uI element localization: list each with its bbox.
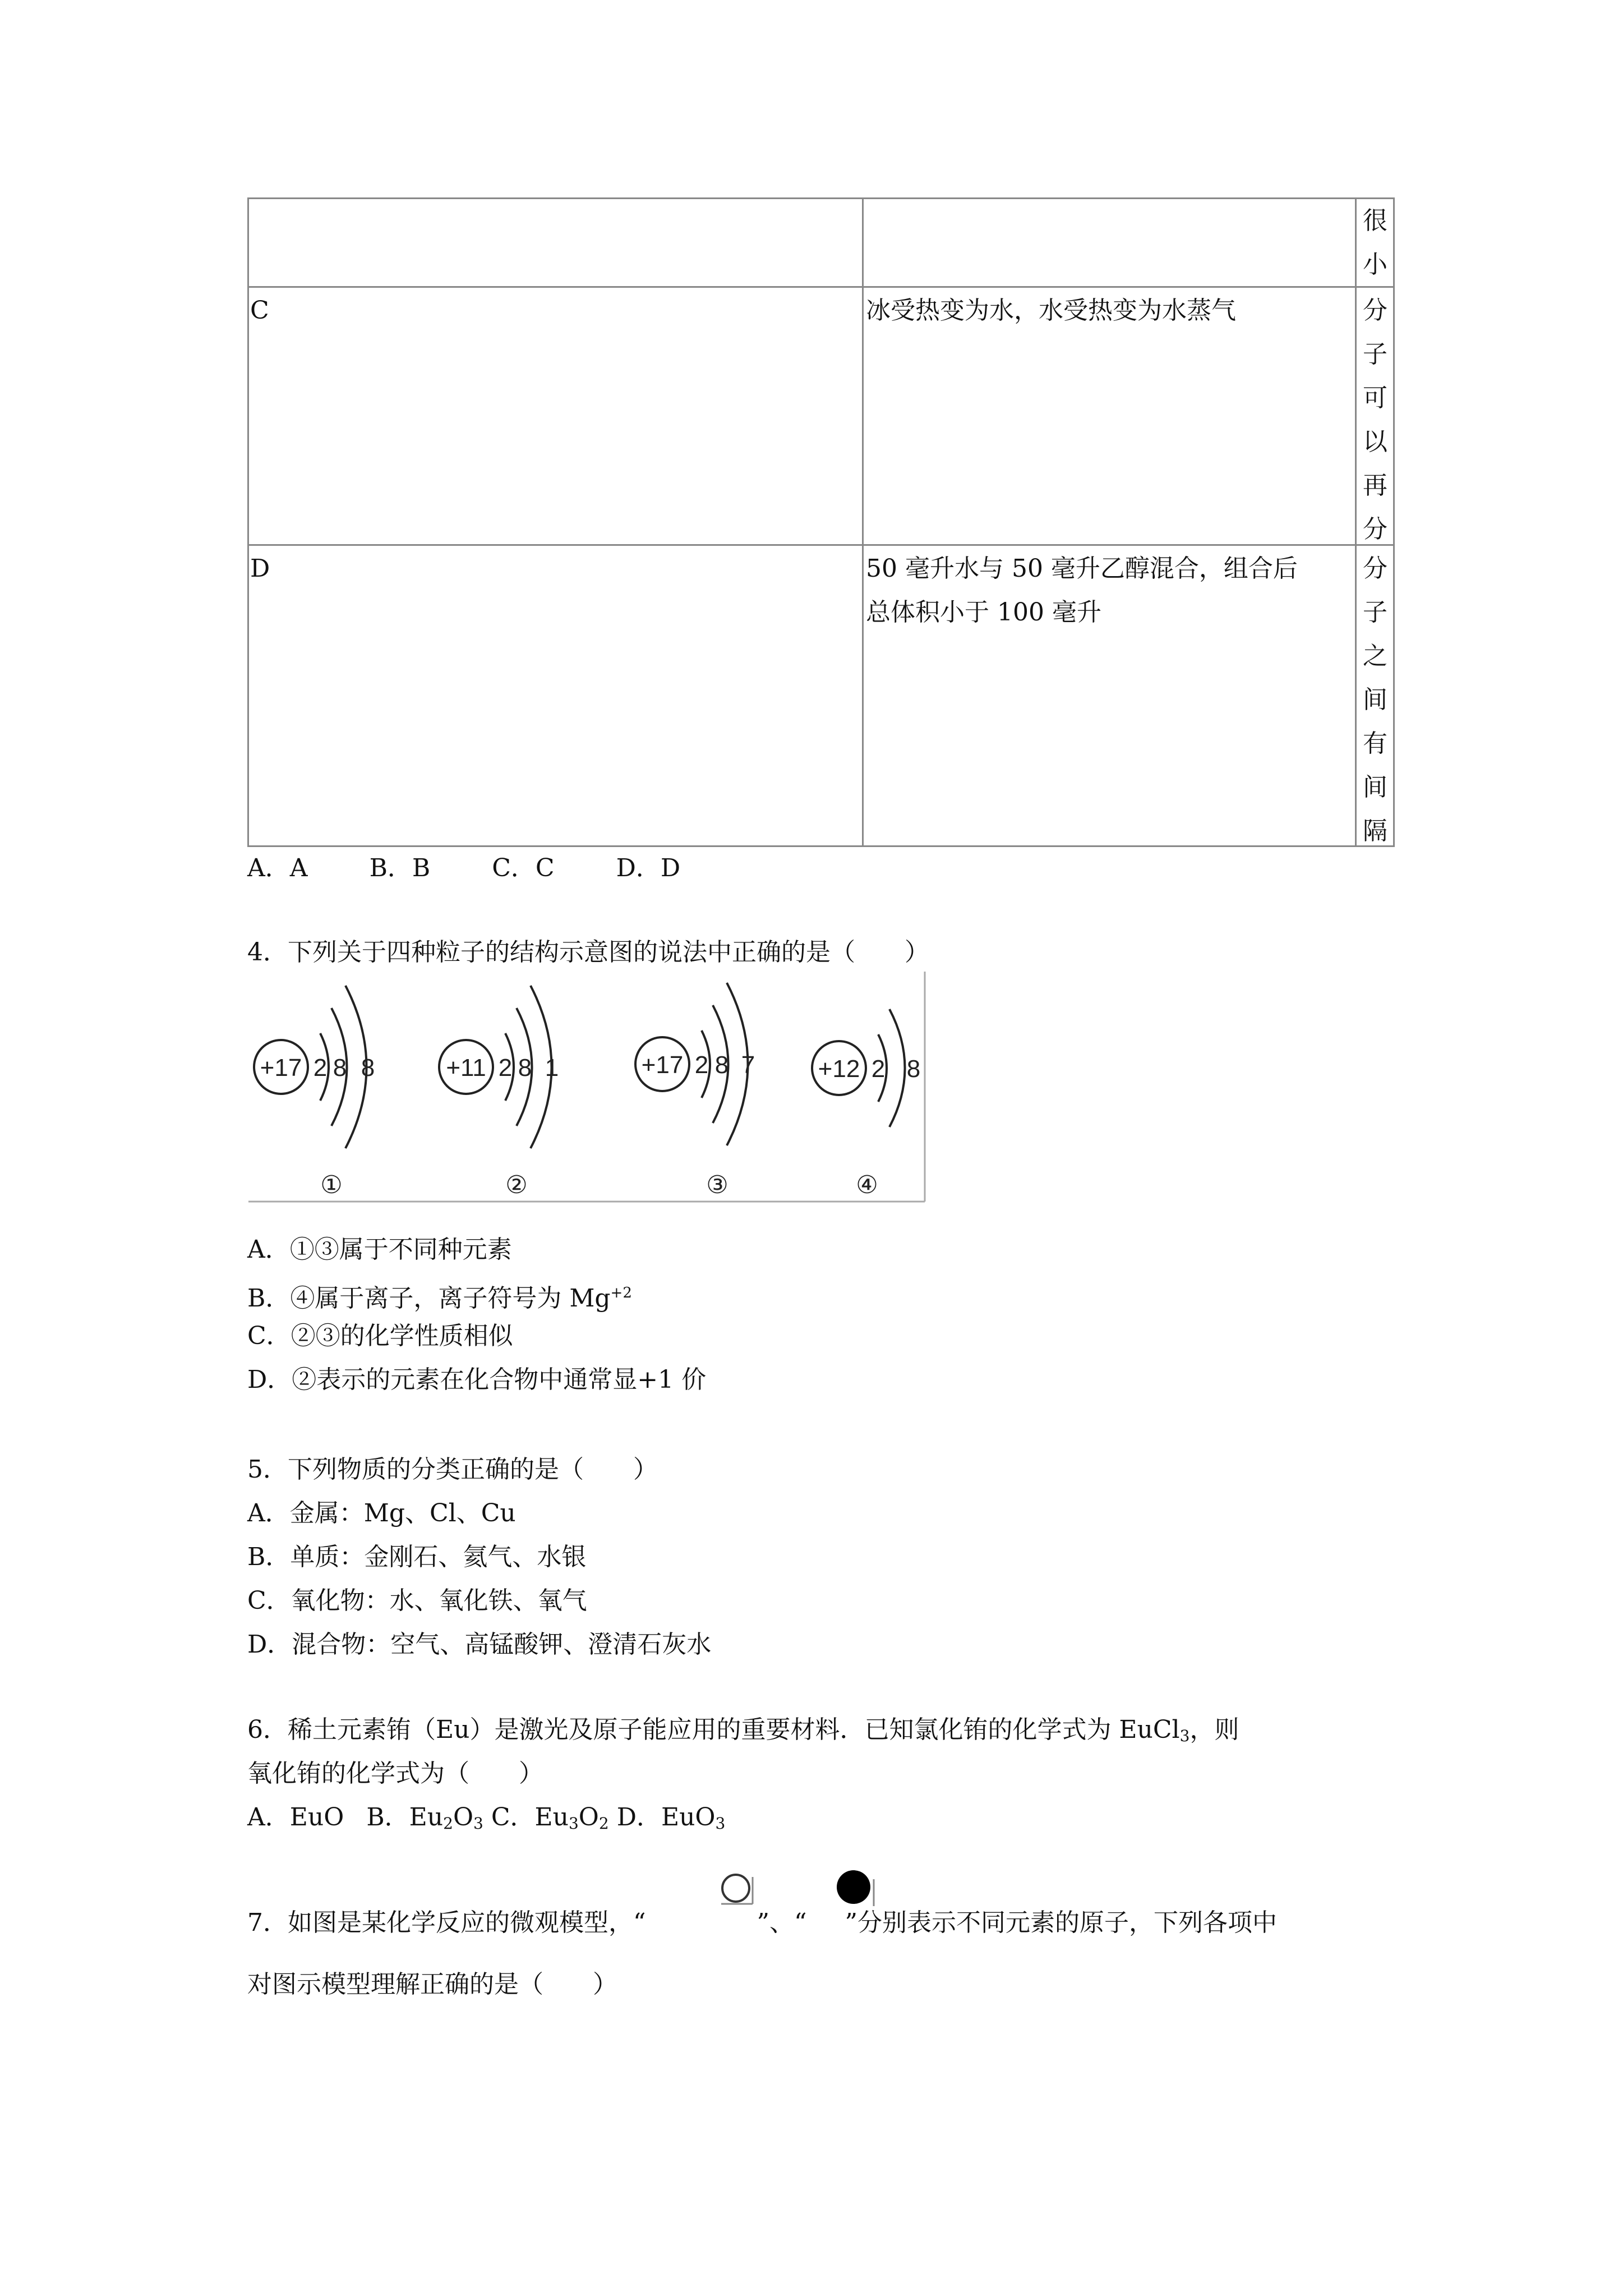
- shell-electron-count: 2: [871, 1055, 886, 1083]
- nucleus-label: +12: [818, 1055, 860, 1083]
- q7-stem-line2: 对图示模型理解正确的是（ ）: [247, 1970, 617, 1999]
- shell-electron-count: 2: [313, 1054, 328, 1082]
- nucleus-label: +17: [641, 1051, 684, 1079]
- nucleus-label: +11: [446, 1054, 486, 1082]
- q4-option-a: A．①③属于不同种元素: [247, 1235, 512, 1264]
- q7-stem-line1: 7．如图是某化学反应的微观模型，“ ”、“ ”分别表示不同元素的原子，下列各项中: [247, 1908, 1277, 1937]
- shell-electron-count: 8: [518, 1054, 532, 1082]
- q6-stem-line1: 6．稀土元素铕（Eu）是激光及原子能应用的重要材料．已知氯化铕的化学式为 EuCl$_3$，则: [247, 1715, 1239, 1745]
- q4-option-b: B．④属于离子，离子符号为 $Mg^{+2}$: [247, 1284, 632, 1313]
- shell-electron-count: 8: [906, 1055, 921, 1083]
- table-row-divider: [249, 544, 1393, 546]
- table-col-divider: [862, 199, 864, 845]
- shell-electron-count: 8: [714, 1051, 729, 1079]
- q5-option-c: C．氧化物：水、氧化铁、氧气: [247, 1586, 587, 1615]
- table-row-d-phenomenon-line1: 50 毫升水与 50 毫升乙醇混合，组合后: [866, 554, 1298, 583]
- q3-option-c: C．C: [492, 854, 555, 882]
- table-row-top-explanation: 很 小: [1363, 206, 1387, 279]
- figure-label: ②: [505, 1171, 528, 1199]
- black-atom-icon: [834, 1868, 875, 1907]
- q6-option-b: B．$Eu_2O_3$: [366, 1803, 483, 1833]
- q3-option-b: B．B: [369, 854, 431, 882]
- q6-option-a: A．EuO: [247, 1803, 344, 1832]
- q5-option-b: B．单质：金刚石、氦气、水银: [247, 1543, 587, 1571]
- q3-option-a: A．A: [247, 854, 308, 882]
- table-row-c-label: C: [250, 296, 269, 325]
- q4-stem: 4．下列关于四种粒子的结构示意图的说法中正确的是（ ）: [247, 938, 929, 967]
- table-row-divider: [249, 286, 1393, 288]
- table-row-d-explanation: 分 子 之 间 有 间 隔: [1363, 554, 1387, 845]
- q3-options: [247, 852, 680, 885]
- shell-electron-count: 8: [361, 1054, 375, 1082]
- q5-option-d: D．混合物：空气、高锰酸钾、澄清石灰水: [247, 1630, 712, 1659]
- shell-electron-count: 2: [498, 1054, 513, 1082]
- q6-option-c: C．$Eu_3O_2$: [491, 1803, 609, 1833]
- q5-option-a: A．金属：Mg、Cl、Cu: [247, 1499, 516, 1527]
- nucleus-label: +17: [260, 1054, 302, 1082]
- shell-electron-count: 1: [545, 1054, 559, 1082]
- table-row-c-explanation: 分 子 可 以 再 分: [1363, 296, 1387, 544]
- shell-electron-count: 8: [333, 1054, 347, 1082]
- q6-stem-line2: 氧化铕的化学式为（ ）: [247, 1759, 543, 1788]
- q3-option-d: D．D: [616, 854, 681, 882]
- table-row-d-label: D: [250, 554, 270, 583]
- q6-options: [247, 1801, 725, 1841]
- table-col-divider: [1355, 199, 1357, 845]
- figure-label: ④: [856, 1171, 878, 1199]
- q6-option-d: D．EuO$_3$: [616, 1803, 726, 1833]
- shell-electron-count: 7: [741, 1051, 755, 1079]
- q5-stem: 5．下列物质的分类正确的是（ ）: [247, 1455, 658, 1484]
- figure-label: ①: [320, 1171, 343, 1199]
- q4-option-d: D．②表示的元素在化合物中通常显+1 价: [247, 1365, 707, 1394]
- table-row-d-phenomenon-line2: 总体积小于 100 毫升: [866, 598, 1101, 627]
- figure-label: ③: [706, 1171, 728, 1199]
- particle-structure-figure: [247, 972, 926, 1203]
- white-atom-icon: [719, 1872, 754, 1905]
- table-row-c-phenomenon: 冰受热变为水，水受热变为水蒸气: [866, 296, 1236, 325]
- q4-option-c: C．②③的化学性质相似: [247, 1322, 513, 1350]
- answer-table: [247, 197, 1395, 847]
- shell-electron-count: 2: [694, 1051, 709, 1079]
